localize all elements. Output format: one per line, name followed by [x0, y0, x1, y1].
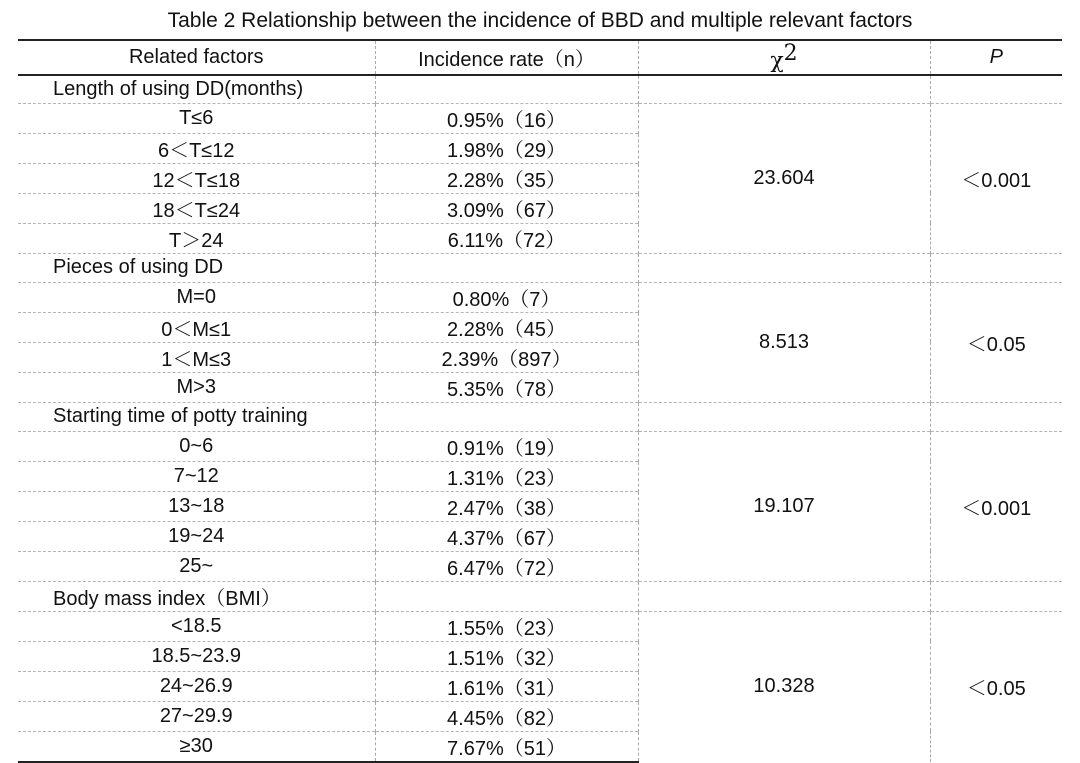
empty-cell [930, 253, 1062, 282]
empty-cell [375, 253, 638, 282]
incidence-rate-cell: 2.28%（35） [375, 163, 638, 193]
empty-cell [638, 75, 930, 104]
factor-cell: 7~12 [18, 461, 375, 491]
incidence-rate-cell: 4.37%（67） [375, 521, 638, 551]
p-value-cell: ＜0.05 [930, 282, 1062, 402]
empty-cell [930, 75, 1062, 104]
empty-cell [375, 581, 638, 611]
group-row [18, 402, 1062, 431]
incidence-rate-cell: 2.39%（897） [375, 342, 638, 372]
chi-exponent: 2 [783, 41, 798, 66]
incidence-rate-cell: 1.98%（29） [375, 133, 638, 163]
header-p-value [930, 40, 1062, 75]
p-symbol: P [989, 45, 1003, 68]
p-value-cell: ＜0.05 [930, 611, 1062, 762]
table-row [18, 282, 1062, 312]
incidence-rate-cell: 6.11%（72） [375, 223, 638, 253]
table-caption: Table 2 Relationship between the incidence of BBD and multiple relevant factors [167, 9, 913, 32]
factor-cell: 19~24 [18, 521, 375, 551]
header-related-factors: Related factors [18, 40, 375, 75]
empty-cell [930, 402, 1062, 431]
incidence-rate-cell: 1.51%（32） [375, 641, 638, 671]
factor-cell: T≤6 [18, 103, 375, 133]
chi-square-cell: 8.513 [638, 282, 930, 402]
chi-square-cell: 19.107 [638, 431, 930, 581]
empty-cell [930, 581, 1062, 611]
factor-cell: 0＜M≤1 [18, 312, 375, 342]
factor-cell: ≥30 [18, 731, 375, 762]
incidence-rate-cell: 5.35%（78） [375, 372, 638, 402]
group-name: Starting time of potty training [18, 402, 375, 431]
factor-cell: 12＜T≤18 [18, 163, 375, 193]
empty-cell [375, 402, 638, 431]
incidence-rate-cell: 0.95%（16） [375, 103, 638, 133]
group-row [18, 253, 1062, 282]
table-row [18, 611, 1062, 641]
incidence-rate-cell: 3.09%（67） [375, 193, 638, 223]
factor-cell: 18＜T≤24 [18, 193, 375, 223]
factors-table [18, 39, 1062, 763]
factor-cell: 0~6 [18, 431, 375, 461]
factor-cell: M=0 [18, 282, 375, 312]
factor-cell: 27~29.9 [18, 701, 375, 731]
factor-cell: 24~26.9 [18, 671, 375, 701]
group-name: Body mass index（BMI） [18, 581, 375, 611]
empty-cell [638, 581, 930, 611]
table-body [18, 75, 1062, 762]
header-chi-square [638, 40, 930, 75]
chi-symbol: χ [770, 48, 784, 74]
group-row [18, 581, 1062, 611]
header-row [18, 40, 1062, 75]
factor-cell: 13~18 [18, 491, 375, 521]
incidence-rate-cell: 6.47%（72） [375, 551, 638, 581]
group-name: Length of using DD(months) [18, 75, 375, 104]
header-incidence-rate: Incidence rate（n） [375, 40, 638, 75]
factor-cell: T＞24 [18, 223, 375, 253]
factor-cell: 18.5~23.9 [18, 641, 375, 671]
factor-cell: <18.5 [18, 611, 375, 641]
group-row [18, 75, 1062, 104]
factor-cell: M>3 [18, 372, 375, 402]
empty-cell [638, 402, 930, 431]
empty-cell [375, 75, 638, 104]
incidence-rate-cell: 4.45%（82） [375, 701, 638, 731]
incidence-rate-cell: 2.28%（45） [375, 312, 638, 342]
incidence-rate-cell: 1.31%（23） [375, 461, 638, 491]
incidence-rate-cell: 1.61%（31） [375, 671, 638, 701]
factor-cell: 6＜T≤12 [18, 133, 375, 163]
empty-cell [638, 253, 930, 282]
group-name: Pieces of using DD [18, 253, 375, 282]
incidence-rate-cell: 7.67%（51） [375, 731, 638, 762]
incidence-rate-cell: 1.55%（23） [375, 611, 638, 641]
incidence-rate-cell: 0.91%（19） [375, 431, 638, 461]
chi-square-cell: 23.604 [638, 103, 930, 253]
p-value-cell: ＜0.001 [930, 431, 1062, 581]
table-row [18, 103, 1062, 133]
incidence-rate-cell: 0.80%（7） [375, 282, 638, 312]
factor-cell: 25~ [18, 551, 375, 581]
table-row [18, 431, 1062, 461]
chi-square-cell: 10.328 [638, 611, 930, 762]
factor-cell: 1＜M≤3 [18, 342, 375, 372]
incidence-rate-cell: 2.47%（38） [375, 491, 638, 521]
p-value-cell: ＜0.001 [930, 103, 1062, 253]
